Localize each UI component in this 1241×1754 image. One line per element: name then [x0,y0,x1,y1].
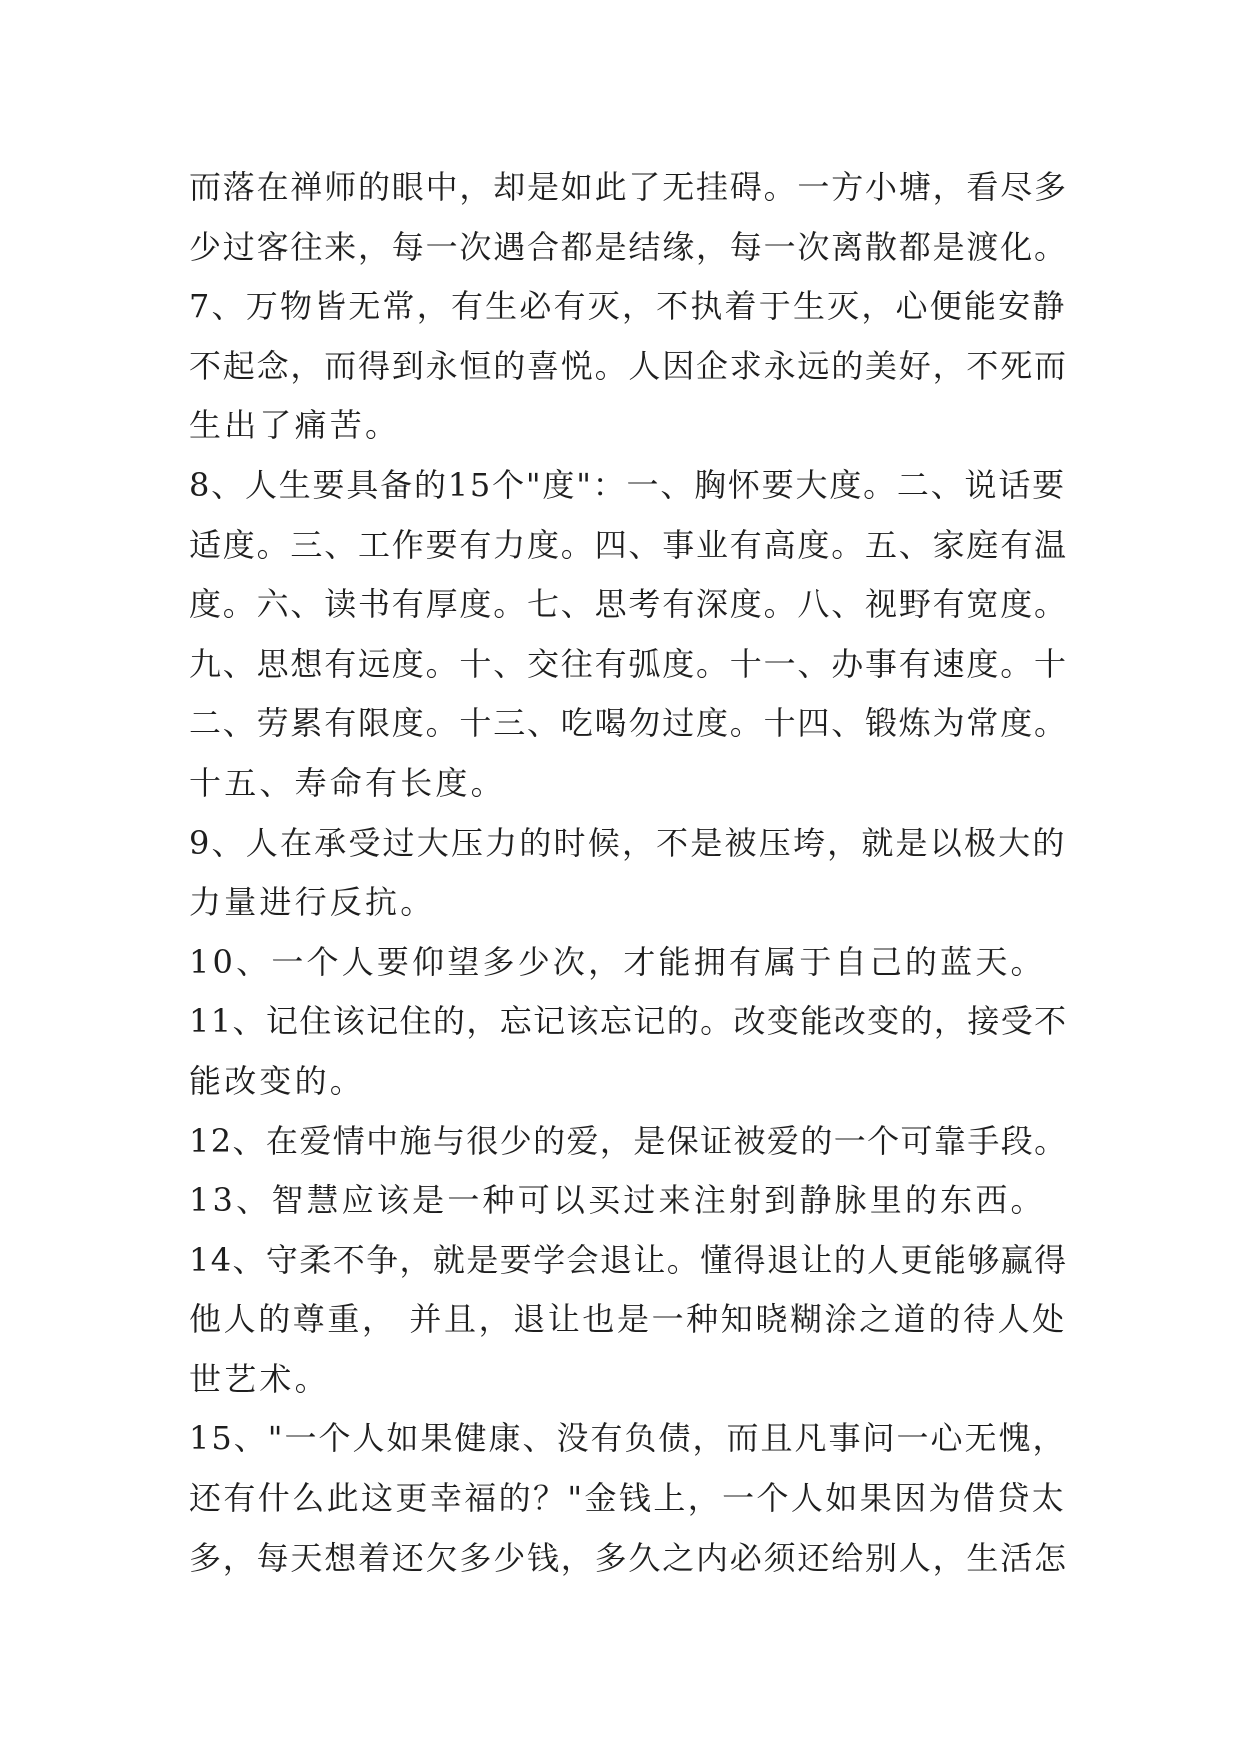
text-line: 多，每天想着还欠多少钱，多久之内必须还给别人，生活怎 [189,1538,1068,1577]
text-line: 7、万物皆无常，有生必有灭，不执着于生灭，心便能安静 [189,287,1067,326]
text-line: 二、劳累有限度。十三、吃喝勿过度。十四、锻炼为常度。 [189,704,1068,743]
text-line: 12、在爱情中施与很少的爱，是保证被爱的一个可靠手段。 [189,1121,1068,1160]
text-line: 15、"一个人如果健康、没有负债，而且凡事问一心无愧， [189,1419,1067,1458]
text-line: 而落在禅师的眼中，却是如此了无挂碍。一方小塘，看尽多 [189,168,1068,206]
text-line: 生出了痛苦。 [189,406,401,445]
text-line: 8、人生要具备的15个"度"：一、胸怀要大度。二、说话要 [189,465,1066,504]
text-line: 世艺术。 [189,1359,330,1398]
text-line: 适度。三、工作要有力度。四、事业有高度。五、家庭有温 [189,525,1068,564]
text-line: 少过客往来，每一次遇合都是结缘，每一次离散都是渡化。 [189,227,1068,266]
text-line: 11、记住该记住的，忘记该忘记的。改变能改变的，接受不 [189,1002,1068,1041]
text-line: 九、思想有远度。十、交往有弧度。十一、办事有速度。十 [189,644,1068,683]
text-line: 9、人在承受过大压力的时候，不是被压垮，就是以极大的 [189,823,1067,862]
text-line: 能改变的。 [189,1061,366,1100]
text-line: 14、守柔不争，就是要学会退让。懂得退让的人更能够赢得 [189,1240,1068,1279]
text-line: 十五、寿命有长度。 [189,763,506,802]
text-line: 10、一个人要仰望多少次，才能拥有属于自己的蓝天。 [189,942,1046,981]
text-line: 他人的尊重， 并且，退让也是一种知晓糊涂之道的待人处 [189,1300,1067,1339]
text-line: 力量进行反抗。 [189,883,436,922]
body-text [189,158,1069,1588]
text-line: 还有什么此这更幸福的？"金钱上，一个人如果因为借贷太 [189,1479,1067,1518]
text-line: 度。六、读书有厚度。七、思考有深度。八、视野有宽度。 [189,585,1068,624]
text-line: 不起念，而得到永恒的喜悦。人因企求永远的美好，不死而 [189,346,1068,385]
text-line: 13、智慧应该是一种可以买过来注射到静脉里的东西。 [189,1181,1046,1220]
